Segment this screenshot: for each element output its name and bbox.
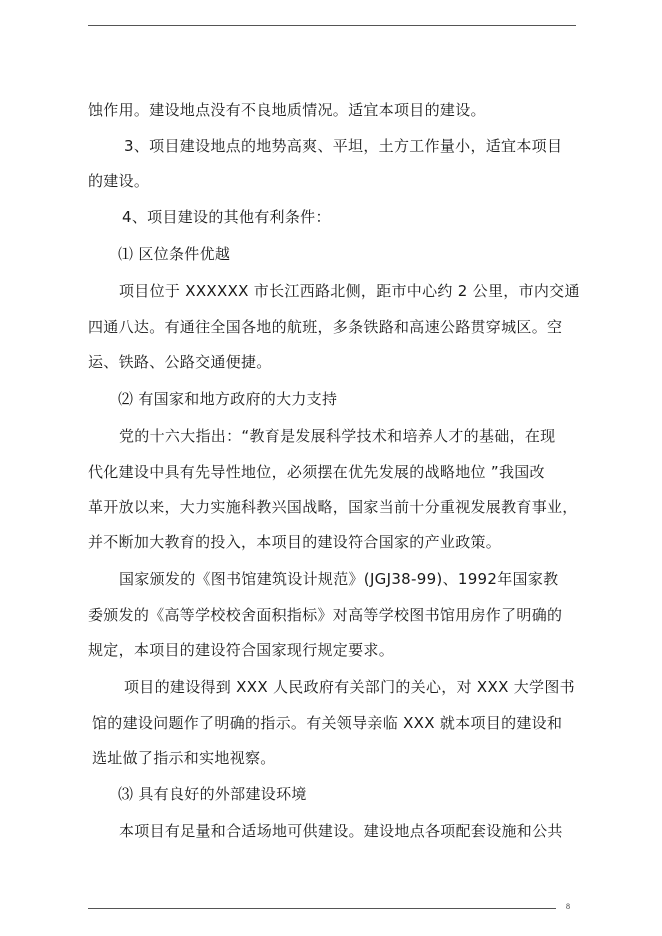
text-line: 党的十六大指出：“教育是发展科学技术和培养人才的基础，在现 <box>119 427 556 445</box>
text-line: 并不断加大教育的投入，本项目的建设符合国家的产业政策。 <box>88 533 502 551</box>
text-line: 规定，本项目的建设符合国家现行规定要求。 <box>88 641 395 659</box>
text-line: 运、铁路、公路交通便捷。 <box>88 353 272 371</box>
text-line: 的建设。 <box>88 172 150 190</box>
text-line: 委颁发的《高等学校校舍面积指标》对高等学校图书馆用房作了明确的 <box>88 606 563 624</box>
text-line: 馆的建设问题作了明确的指示。有关领导亲临 XXX 就本项目的建设和 <box>92 714 563 732</box>
section-heading: ⑶ 具有良好的外部建设环境 <box>118 785 307 803</box>
page-number: 8 <box>566 902 570 911</box>
text-line: 代化建设中具有先导性地位，必须摆在优先发展的战略地位 ”我国改 <box>88 463 545 481</box>
section-heading: ⑴ 区位条件优越 <box>118 245 231 263</box>
text-line: 革开放以来，大力实施科教兴国战略，国家当前十分重视发展教育事业， <box>88 498 578 516</box>
text-line: 本项目有足量和合适场地可供建设。建设地点各项配套设施和公共 <box>119 822 563 840</box>
text-line: 项目位于 XXXXXX 市长江西路北侧，距市中心约 2 公里，市内交通 <box>119 282 580 300</box>
text-line: 蚀作用。建设地点没有不良地质情况。适宜本项目的建设。 <box>88 101 486 119</box>
text-line: 项目的建设得到 XXX 人民政府有关部门的关心，对 XXX 大学图书 <box>124 678 575 696</box>
text-line: 3、项目建设地点的地势高爽、平坦，土方工作量小，适宜本项目 <box>124 137 563 155</box>
header-rule <box>88 25 576 26</box>
text-line: 选址做了指示和实地视察。 <box>92 749 276 767</box>
text-line: 四通八达。有通往全国各地的航班，多条铁路和高速公路贯穿城区。空 <box>88 318 563 336</box>
text-line: 国家颁发的《图书馆建筑设计规范》(JGJ38-99)、1992年国家教 <box>119 570 559 588</box>
footer-rule <box>88 908 556 909</box>
text-line: 4、项目建设的其他有利条件： <box>122 208 331 226</box>
section-heading: ⑵ 有国家和地方政府的大力支持 <box>118 390 338 408</box>
